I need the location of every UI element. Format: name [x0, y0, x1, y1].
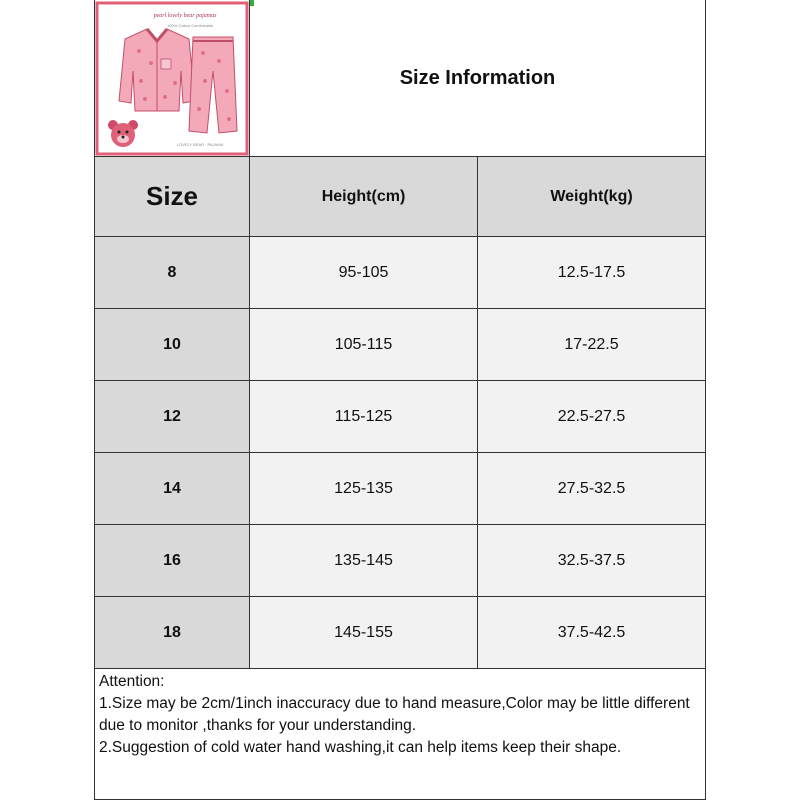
table-row [94, 453, 706, 525]
table-row [94, 597, 706, 669]
height-cell: 105-115 [250, 309, 478, 381]
notes-heading: Attention: [99, 673, 165, 690]
header-row [94, 0, 706, 157]
header-size: Size [94, 157, 250, 237]
table-row [94, 237, 706, 309]
weight-cell: 17-22.5 [478, 309, 706, 381]
product-photo [94, 0, 250, 157]
size-cell: 10 [94, 309, 250, 381]
header-height: Height(cm) [250, 157, 478, 237]
sub-text: 100% Cotton Comfortable [166, 22, 214, 28]
weight-cell: 12.5-17.5 [478, 237, 706, 309]
table-row [94, 525, 706, 597]
table-row [94, 309, 706, 381]
height-cell: 145-155 [250, 597, 478, 669]
height-cell: 125-135 [250, 453, 478, 525]
footer-text: LOVELY BEAR · PAJAMA [176, 141, 224, 147]
table-header-row [94, 157, 706, 237]
notes-line-1: 1.Size may be 2cm/1inch inaccuracy due to hand measure,Color may be little different due to monitor ,thanks for your understanding. [99, 695, 690, 734]
notes-line-2: 2.Suggestion of cold water hand washing,it can help items keep their shape. [99, 739, 622, 756]
size-cell: 8 [94, 237, 250, 309]
weight-cell: 32.5-37.5 [478, 525, 706, 597]
pajama-image [95, 1, 249, 156]
banner-text: pearl lovely bear pajamas [153, 12, 217, 19]
header-weight: Weight(kg) [478, 157, 706, 237]
attention-notes [94, 669, 706, 800]
height-cell: 115-125 [250, 381, 478, 453]
height-cell: 135-145 [250, 525, 478, 597]
weight-cell: 27.5-32.5 [478, 453, 706, 525]
height-cell: 95-105 [250, 237, 478, 309]
size-cell: 16 [94, 525, 250, 597]
size-cell: 14 [94, 453, 250, 525]
page-title: Size Information [250, 0, 706, 157]
size-cell: 18 [94, 597, 250, 669]
weight-cell: 37.5-42.5 [478, 597, 706, 669]
size-cell: 12 [94, 381, 250, 453]
table-row [94, 381, 706, 453]
weight-cell: 22.5-27.5 [478, 381, 706, 453]
